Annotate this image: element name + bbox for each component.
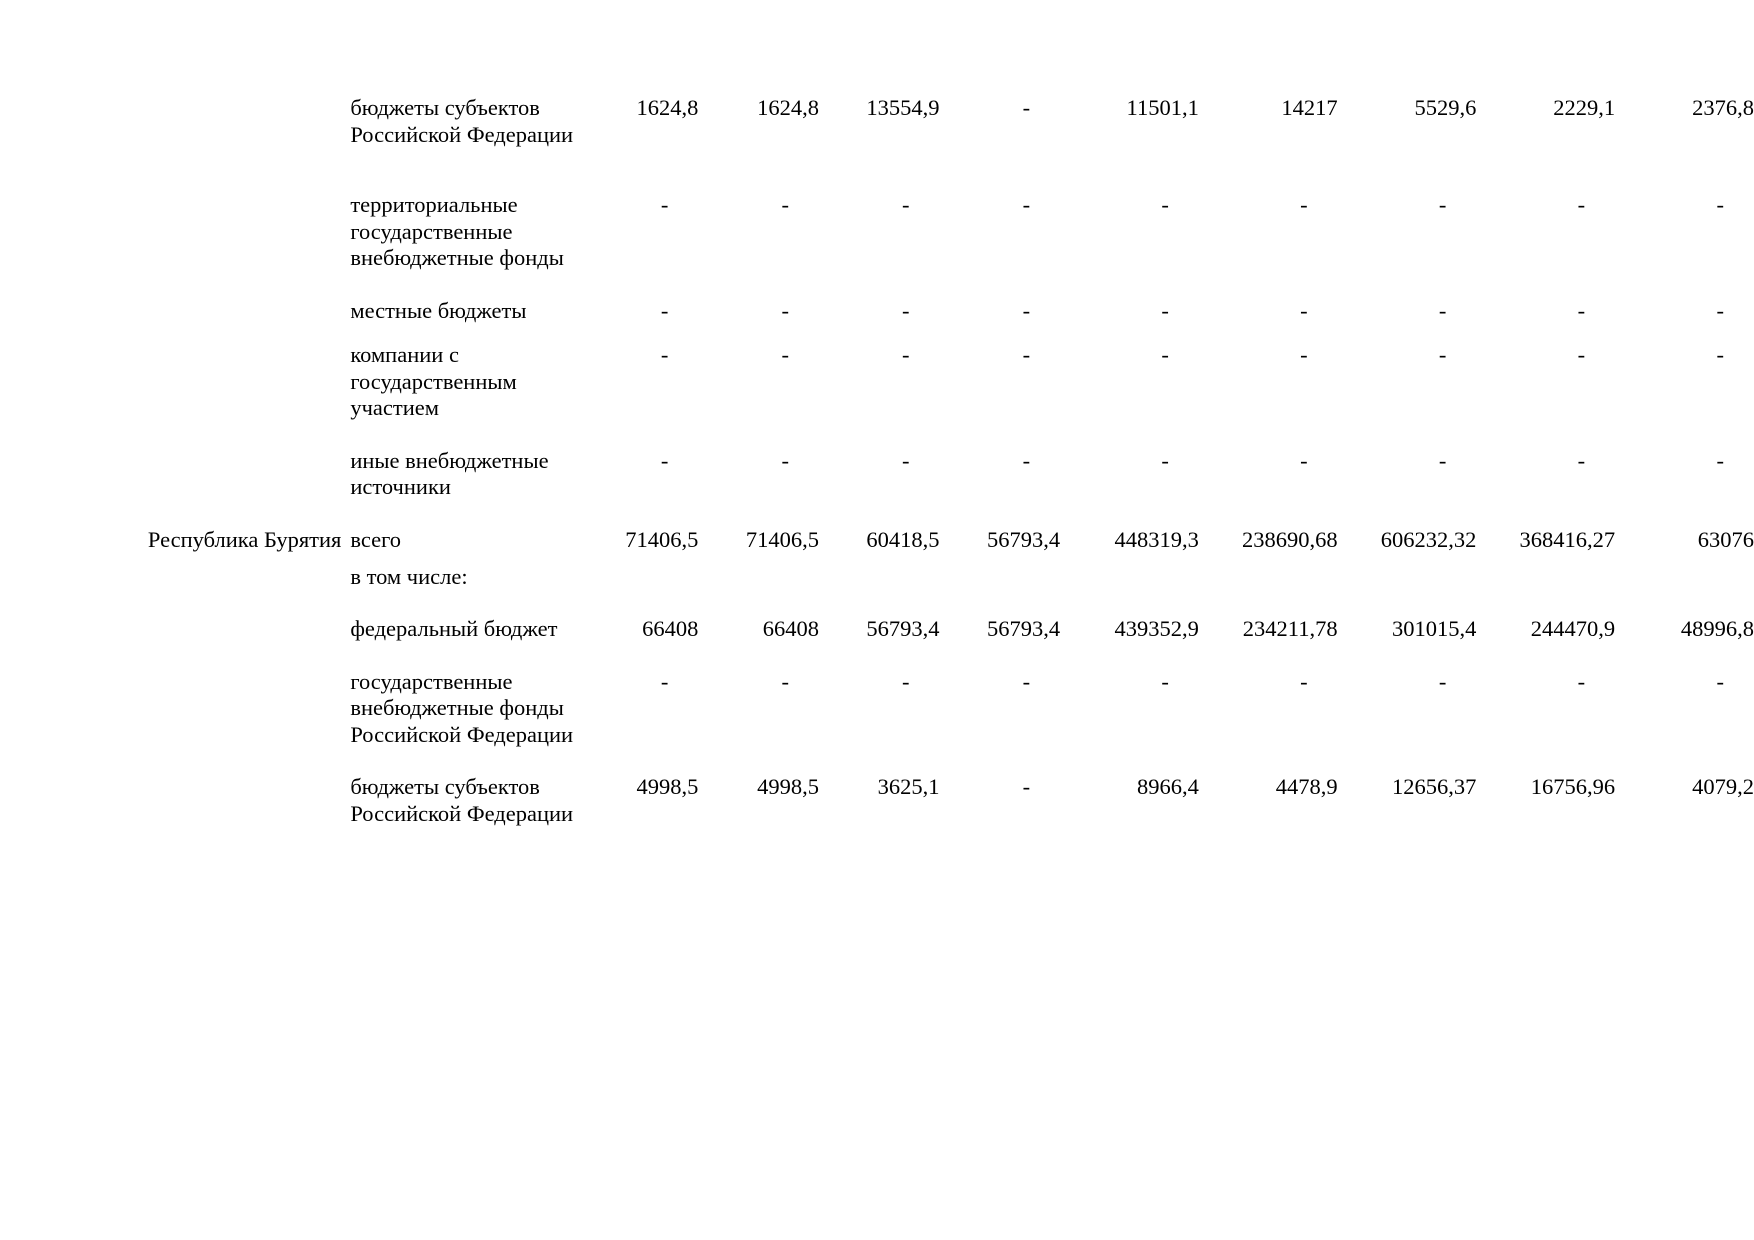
cell-value: 4998,5 <box>757 774 819 800</box>
cell-value: - <box>1022 447 1031 473</box>
row-source-label: федеральный бюджет <box>350 616 558 642</box>
row-region-label <box>148 448 350 501</box>
cell-value: 11501,1 <box>1126 95 1199 120</box>
left-margin-spacer <box>0 95 148 148</box>
cell-value: - <box>1300 342 1308 368</box>
table-body <box>0 95 1754 827</box>
cell-value: - <box>1022 774 1031 800</box>
cell-value: 56793,4 <box>986 527 1061 553</box>
cell-value <box>940 564 1061 591</box>
cell-value: - <box>1716 447 1724 473</box>
cell-value <box>1060 564 1199 591</box>
row-source-label: бюджеты субъектов Российской Федерации <box>350 95 574 147</box>
row-source-label: компании с государственным участием <box>350 342 517 421</box>
left-margin-spacer <box>0 774 148 827</box>
cell-value: - <box>781 297 789 323</box>
budget-financing-table <box>0 95 1754 827</box>
cell-value: - <box>1577 342 1586 368</box>
cell-value: - <box>1716 297 1724 323</box>
cell-value: - <box>1161 342 1169 368</box>
cell-value: - <box>1438 668 1447 694</box>
cell-value: 71406,5 <box>625 527 699 553</box>
cell-value: 63076 <box>1697 527 1754 553</box>
cell-value: - <box>1716 342 1724 368</box>
cell-value: 244470,9 <box>1530 616 1616 642</box>
cell-value: - <box>1022 192 1031 218</box>
cell-value <box>819 564 940 591</box>
cell-value: 12656,37 <box>1391 774 1477 800</box>
row-source-label: иные внебюджетные источники <box>350 447 549 500</box>
table-row <box>0 774 1754 827</box>
table-row <box>0 616 1754 643</box>
cell-value: - <box>1438 297 1447 323</box>
cell-value: 66408 <box>762 616 819 642</box>
cell-value: 4079,2 <box>1692 774 1754 800</box>
cell-value: - <box>902 447 910 473</box>
table-row <box>0 192 1754 272</box>
row-spacer <box>0 590 1754 616</box>
cell-value: - <box>1438 192 1447 218</box>
cell-value: - <box>902 668 910 694</box>
cell-value <box>1476 564 1615 591</box>
row-region-label <box>148 95 350 148</box>
cell-value: - <box>1161 447 1169 473</box>
row-region-label <box>148 774 350 827</box>
cell-value: - <box>902 342 910 368</box>
cell-value: - <box>781 342 789 368</box>
cell-value: 2229,1 <box>1553 95 1616 120</box>
cell-value <box>1615 564 1754 591</box>
row-region-label <box>148 616 350 643</box>
cell-value: - <box>1300 447 1308 473</box>
cell-value: 439352,9 <box>1114 616 1199 642</box>
cell-value: 234211,78 <box>1242 616 1338 642</box>
row-spacer <box>0 643 1754 669</box>
cell-value: - <box>1577 192 1586 218</box>
row-region-label <box>148 669 350 749</box>
table-row <box>0 298 1754 325</box>
cell-value: - <box>781 192 789 218</box>
cell-value: 4478,9 <box>1275 774 1338 800</box>
cell-value: 48996,8 <box>1680 616 1754 642</box>
row-region-label <box>148 564 350 591</box>
cell-value: - <box>660 297 669 323</box>
cell-value: 8966,4 <box>1136 774 1199 800</box>
cell-value: - <box>1577 447 1586 473</box>
cell-value: - <box>660 342 669 368</box>
cell-value: - <box>660 192 669 218</box>
row-spacer <box>0 148 1754 192</box>
row-spacer <box>0 422 1754 448</box>
cell-value: - <box>1300 192 1308 218</box>
left-margin-spacer <box>0 298 148 325</box>
cell-value: 56793,4 <box>866 616 940 642</box>
cell-value: 60418,5 <box>866 527 940 553</box>
row-region-label <box>148 342 350 422</box>
row-spacer <box>0 324 1754 342</box>
row-spacer <box>0 748 1754 774</box>
row-source-label: государственные внебюджетные фонды Российской Федерации <box>350 668 574 747</box>
cell-value <box>1338 564 1477 591</box>
cell-value: - <box>1300 297 1308 323</box>
left-margin-spacer <box>0 192 148 272</box>
cell-value: 14217 <box>1281 95 1338 120</box>
row-spacer <box>0 554 1754 564</box>
cell-value: - <box>781 668 789 694</box>
left-margin-spacer <box>0 342 148 422</box>
cell-value <box>578 564 699 591</box>
left-margin-spacer <box>0 564 148 591</box>
cell-value: 13554,9 <box>866 95 940 120</box>
cell-value: 16756,96 <box>1530 774 1616 800</box>
cell-value: 606232,32 <box>1380 527 1477 553</box>
cell-value: 66408 <box>642 616 699 642</box>
cell-value: 238690,68 <box>1241 527 1338 553</box>
cell-value: - <box>1438 447 1447 473</box>
cell-value: - <box>1022 342 1031 368</box>
cell-value: 4998,5 <box>636 774 699 800</box>
cell-value: - <box>1716 192 1724 218</box>
cell-value: 1624,8 <box>757 95 819 120</box>
cell-value: - <box>1438 342 1447 368</box>
cell-value: - <box>660 668 669 694</box>
cell-value: 368416,27 <box>1519 527 1616 553</box>
table-row <box>0 527 1754 554</box>
table-row <box>0 564 1754 591</box>
row-source-label: всего <box>350 527 401 553</box>
row-spacer <box>0 272 1754 298</box>
table-row <box>0 342 1754 422</box>
cell-value: 56793,4 <box>986 616 1061 642</box>
cell-value: - <box>1716 668 1724 694</box>
cell-value: - <box>1022 668 1031 694</box>
row-source-label: местные бюджеты <box>350 297 527 323</box>
left-margin-spacer <box>0 527 148 554</box>
cell-value: 301015,4 <box>1391 616 1477 642</box>
row-region-label <box>148 298 350 325</box>
row-region-label <box>148 192 350 272</box>
cell-value: - <box>902 297 910 323</box>
row-region-label: Республика Бурятия <box>147 527 342 553</box>
cell-value: - <box>1022 95 1031 120</box>
cell-value: - <box>1161 192 1169 218</box>
cell-value: 5529,6 <box>1414 95 1477 120</box>
left-margin-spacer <box>0 669 148 749</box>
row-source-label: территориальные государственные внебюджетные фонды <box>350 192 564 271</box>
cell-value: - <box>1161 297 1169 323</box>
cell-value: 448319,3 <box>1114 527 1199 553</box>
cell-value: 3625,1 <box>877 774 940 800</box>
cell-value: 1624,8 <box>636 95 699 120</box>
cell-value: 2376,8 <box>1692 95 1754 120</box>
cell-value: 71406,5 <box>745 527 819 553</box>
table-row <box>0 448 1754 501</box>
cell-value: - <box>1577 297 1586 323</box>
table-row <box>0 669 1754 749</box>
table-row <box>0 95 1754 148</box>
row-source-label: бюджеты субъектов Российской Федерации <box>350 774 574 826</box>
cell-value: - <box>1300 668 1308 694</box>
cell-value: - <box>902 192 910 218</box>
cell-value: - <box>1161 668 1169 694</box>
row-spacer <box>0 501 1754 527</box>
cell-value <box>1199 564 1338 591</box>
row-source-label: в том числе: <box>350 563 468 589</box>
left-margin-spacer <box>0 616 148 643</box>
cell-value: - <box>781 447 789 473</box>
cell-value <box>698 564 819 591</box>
cell-value: - <box>1022 297 1031 323</box>
cell-value: - <box>660 447 669 473</box>
left-margin-spacer <box>0 448 148 501</box>
cell-value: - <box>1577 668 1586 694</box>
